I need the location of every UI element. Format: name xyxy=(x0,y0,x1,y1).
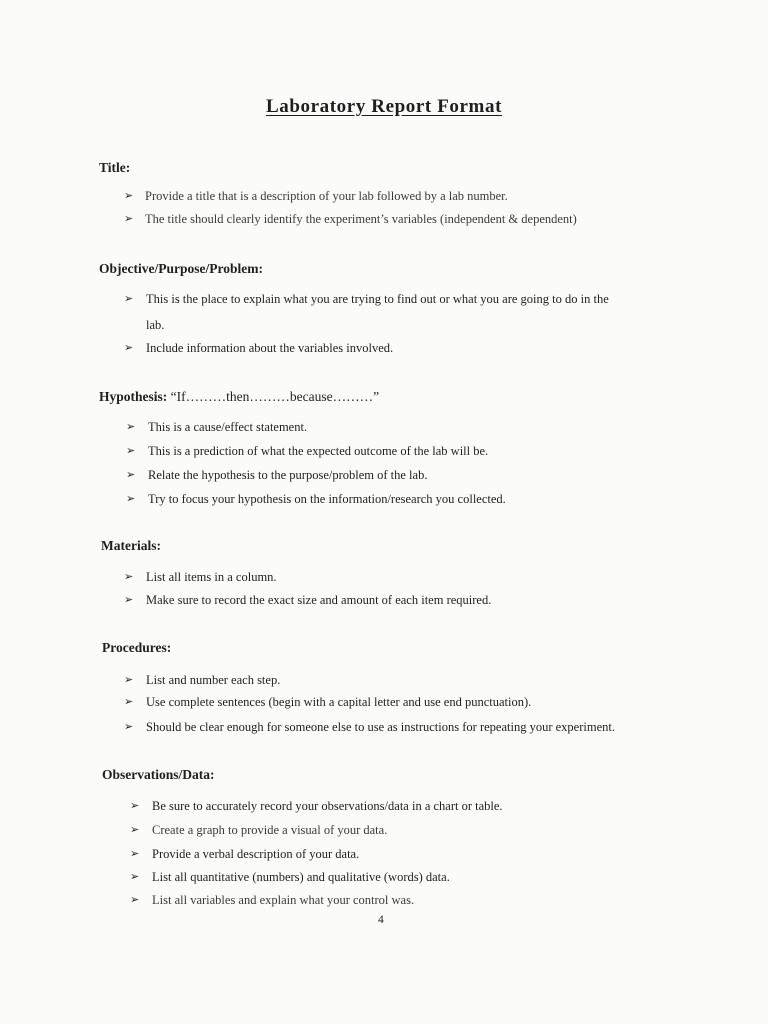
section-heading-title: Title: xyxy=(99,160,131,175)
bullet-arrow-icon: ➢ xyxy=(124,293,134,305)
list-item: Create a graph to provide a visual of your data. xyxy=(152,823,388,837)
bullet-arrow-icon: ➢ xyxy=(124,721,134,733)
list-item: Use complete sentences (begin with a capital letter and use end punctuation). xyxy=(146,695,532,709)
list-item: Provide a title that is a description of your lab followed by a lab number. xyxy=(145,189,508,203)
bullet-arrow-icon: ➢ xyxy=(130,894,140,906)
bullet-arrow-icon: ➢ xyxy=(124,594,134,606)
page-title xyxy=(0,96,768,118)
bullet-arrow-icon: ➢ xyxy=(126,469,136,481)
bullet-arrow-icon: ➢ xyxy=(130,871,140,883)
list-item: List all items in a column. xyxy=(146,570,277,584)
section-heading-materials: Materials: xyxy=(101,538,161,553)
list-item: List all variables and explain what your control was. xyxy=(152,893,415,907)
list-item: Provide a verbal description of your data. xyxy=(152,847,360,861)
page-title-text: Laboratory Report Format xyxy=(265,96,502,117)
list-item-continuation: lab. xyxy=(146,318,165,332)
list-item: Be sure to accurately record your observations/data in a chart or table. xyxy=(152,799,503,813)
bullet-arrow-icon: ➢ xyxy=(130,848,140,860)
section-heading-observations: Observations/Data: xyxy=(102,767,215,782)
bullet-arrow-icon: ➢ xyxy=(130,824,140,836)
bullet-arrow-icon: ➢ xyxy=(124,342,134,354)
bullet-arrow-icon: ➢ xyxy=(124,571,134,583)
bullet-arrow-icon: ➢ xyxy=(124,213,134,225)
list-item: This is a prediction of what the expected outcome of the lab will be. xyxy=(148,444,489,458)
list-item: List all quantitative (numbers) and qualitative (words) data. xyxy=(152,870,450,884)
bullet-arrow-icon: ➢ xyxy=(124,674,134,686)
list-item: Make sure to record the exact size and amount of each item required. xyxy=(146,593,492,607)
list-item: The title should clearly identify the experiment’s variables (independent & dependent) xyxy=(145,212,577,226)
list-item: This is the place to explain what you are trying to find out or what you are going to do in the xyxy=(146,292,609,306)
bullet-arrow-icon: ➢ xyxy=(126,493,136,505)
list-item: Relate the hypothesis to the purpose/problem of the lab. xyxy=(148,468,428,482)
list-item: This is a cause/effect statement. xyxy=(148,420,308,434)
section-heading-procedures: Procedures: xyxy=(102,640,172,655)
page-number: 4 xyxy=(378,914,384,926)
bullet-arrow-icon: ➢ xyxy=(126,445,136,457)
list-item: Should be clear enough for someone else to use as instructions for repeating your experiment. xyxy=(146,720,615,734)
section-heading-hypothesis xyxy=(99,389,379,405)
heading-label: Hypothesis: xyxy=(99,389,168,404)
bullet-arrow-icon: ➢ xyxy=(130,800,140,812)
list-item: Try to focus your hypothesis on the information/research you collected. xyxy=(148,492,506,506)
list-item: Include information about the variables involved. xyxy=(146,341,394,355)
bullet-arrow-icon: ➢ xyxy=(124,696,134,708)
section-heading-objective: Objective/Purpose/Problem: xyxy=(99,261,263,276)
list-item: List and number each step. xyxy=(146,673,281,687)
heading-template: “If………then………because………” xyxy=(167,389,380,404)
bullet-arrow-icon: ➢ xyxy=(126,421,136,433)
bullet-arrow-icon: ➢ xyxy=(124,190,134,202)
